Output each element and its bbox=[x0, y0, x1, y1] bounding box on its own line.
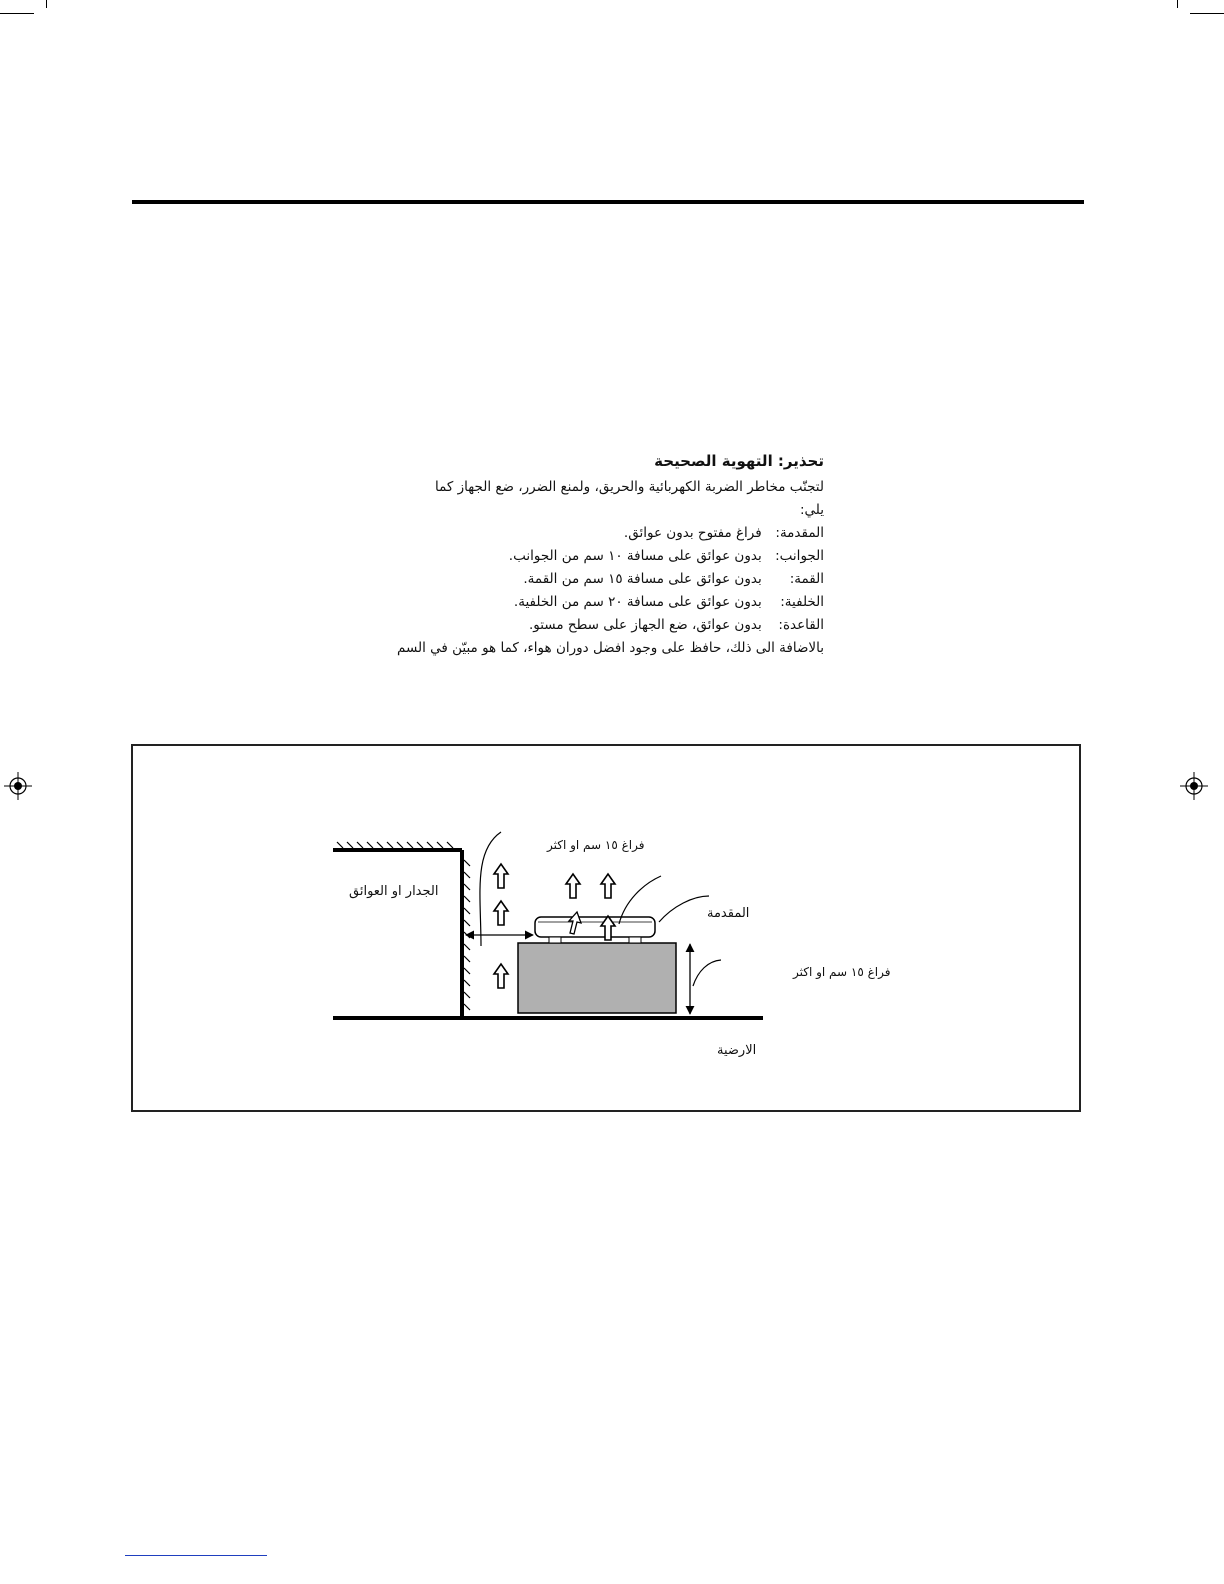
footer-line bbox=[125, 1555, 267, 1556]
front-label-leader bbox=[659, 896, 709, 922]
label-side-clearance: فراغ ١٥ سم او اكثر bbox=[793, 965, 891, 979]
diagram-drawing bbox=[133, 746, 1079, 1110]
warning-intro-line2: يلي: bbox=[799, 502, 824, 518]
warning-title: تحذير: التهوية الصحيحة bbox=[654, 452, 824, 470]
item-text: بدون عوائق على مسافة ١٠ سم من الجوانب. bbox=[508, 548, 762, 564]
item-label: القمة: bbox=[789, 571, 824, 587]
stand-cabinet bbox=[518, 943, 676, 1013]
item-label: الخلفية: bbox=[780, 594, 824, 610]
device-unit bbox=[535, 917, 655, 943]
airflow-curve-left bbox=[480, 832, 501, 946]
item-text: بدون عوائق على مسافة ٢٠ سم من الخلفية. bbox=[513, 594, 762, 610]
warning-item-back bbox=[370, 591, 824, 614]
warning-item-front bbox=[370, 522, 824, 545]
warning-item-sides bbox=[370, 545, 824, 568]
item-label: الجوانب: bbox=[775, 548, 824, 564]
item-text: بدون عوائق على مسافة ١٥ سم من القمة. bbox=[523, 571, 762, 587]
crop-mark-top-left-vertical bbox=[46, 0, 47, 8]
item-label: المقدمة: bbox=[775, 525, 824, 541]
ventilation-warning bbox=[370, 448, 824, 660]
crop-mark-top-right-vertical bbox=[1177, 0, 1178, 8]
crop-mark-top-left bbox=[0, 13, 34, 14]
height-label-leader bbox=[693, 960, 721, 986]
warning-item-top bbox=[370, 568, 824, 591]
item-text: بدون عوائق، ضع الجهاز على سطح مستو. bbox=[528, 617, 762, 633]
label-front: المقدمة bbox=[707, 906, 750, 921]
label-floor: الارضية bbox=[717, 1043, 757, 1058]
header-rule bbox=[132, 200, 1084, 204]
warning-intro-line1: لتجنّب مخاطر الضربة الكهربائية والحريق، ولمنع الضرر، ضع الجهاز كما bbox=[435, 479, 824, 495]
label-top-clearance: فراغ ١٥ سم او اكثر bbox=[547, 838, 645, 852]
crop-mark-top-right bbox=[1190, 13, 1224, 14]
item-text: فراغ مفتوح بدون عوائق. bbox=[623, 525, 762, 541]
warning-item-bottom bbox=[370, 614, 824, 637]
wall bbox=[333, 842, 470, 1016]
item-label: القاعدة: bbox=[778, 617, 824, 633]
ventilation-diagram bbox=[131, 744, 1081, 1112]
registration-mark-left bbox=[4, 772, 32, 800]
warning-closing: بالاضافة الى ذلك، حافظ على وجود افضل دوران هواء، كما هو مبيّن في السم bbox=[396, 640, 824, 656]
registration-mark-right bbox=[1180, 772, 1208, 800]
label-wall: الجدار او العوائق bbox=[349, 884, 439, 899]
